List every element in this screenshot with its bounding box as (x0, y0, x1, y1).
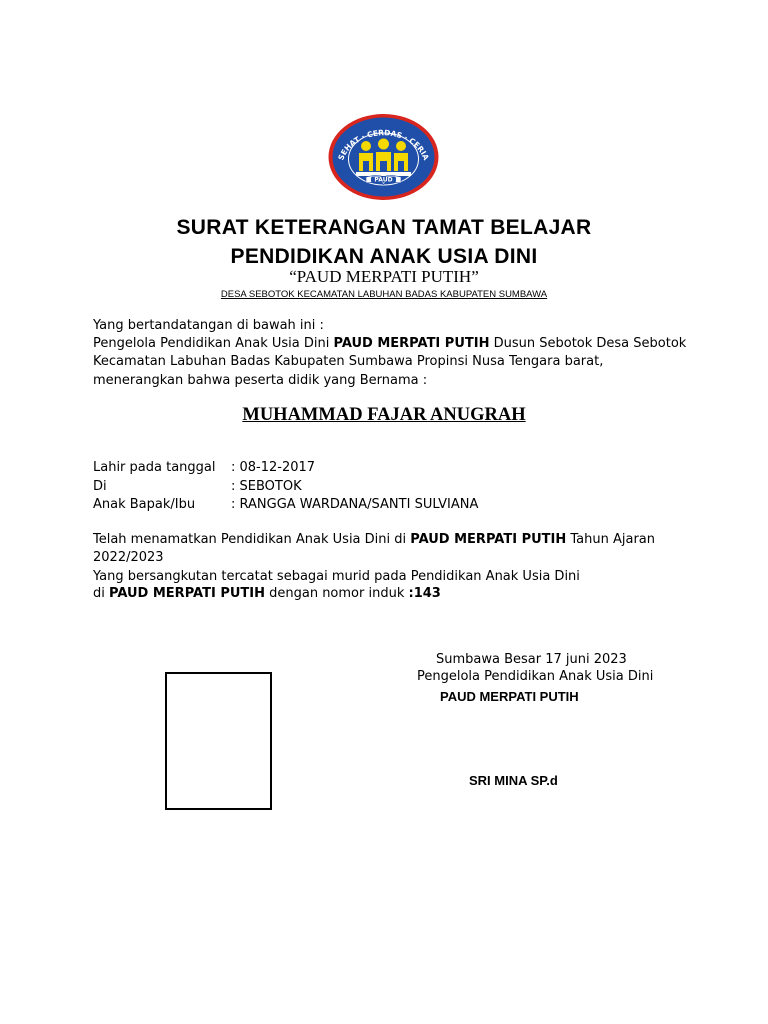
school-address: DESA SEBOTOK KECAMATAN LABUHAN BADAS KABUPATEN SUMBAWA (220, 289, 548, 300)
statement-line-4-school: PAUD MERPATI PUTIH (109, 586, 265, 601)
birth-date-label: Lahir pada tanggal (93, 460, 216, 475)
signature-place-date: Sumbawa Besar 17 juni 2023 (436, 652, 627, 667)
statement-school-name: PAUD MERPATI PUTIH (410, 532, 567, 547)
logo-ring-text: SEHAT · CERDAS · CERIA (336, 128, 431, 162)
signature-school-name: PAUD MERPATI PUTIH (440, 689, 579, 704)
intro-line-4: menerangkan bahwa peserta didik yang Bernama : (93, 373, 428, 388)
birth-place-label: Di (93, 479, 107, 494)
birth-date-value: : 08-12-2017 (231, 460, 316, 475)
signer-name: SRI MINA SP.d (469, 773, 558, 788)
intro-line-3: Kecamatan Labuhan Badas Kabupaten Sumbawa Propinsi Nusa Tengara barat, (93, 354, 604, 369)
parents-value: : RANGGA WARDANA/SANTI SULVIANA (231, 497, 479, 512)
birth-place-value: : SEBOTOK (231, 479, 302, 494)
statement-line-4-mid: dengan nomor induk (264, 586, 409, 601)
intro-line-2 (93, 335, 686, 353)
logo-label: PAUD (374, 176, 393, 184)
statement-line-3: Yang bersangkutan tercatat sebagai murid pada Pendidikan Anak Usia Dini (93, 569, 580, 584)
paud-logo-icon (326, 112, 441, 202)
intro-line-2-post: Dusun Sebotok Desa Sebotok (489, 336, 687, 351)
statement-line-4 (93, 585, 441, 603)
student-name: MUHAMMAD FAJAR ANUGRAH (242, 405, 526, 425)
statement-line-1-pre: Telah menamatkan Pendidikan Anak Usia Dini di (93, 532, 411, 547)
intro-line-1: Yang bertandatangan di bawah ini : (93, 318, 324, 333)
signature-role: Pengelola Pendidikan Anak Usia Dini (417, 669, 654, 684)
statement-line-4-pre: di (93, 586, 109, 601)
student-id-number: :143 (408, 586, 441, 601)
school-name-quoted: “PAUD MERPATI PUTIH” (289, 267, 479, 286)
intro-line-2-pre: Pengelola Pendidikan Anak Usia Dini (93, 336, 334, 351)
intro-school-name: PAUD MERPATI PUTIH (333, 336, 490, 351)
photo-placeholder (165, 672, 272, 810)
statement-line-1 (93, 531, 655, 549)
document-title-line2: PENDIDIKAN ANAK USIA DINI (230, 245, 538, 268)
document-title-line1: SURAT KETERANGAN TAMAT BELAJAR (176, 216, 592, 239)
parents-label: Anak Bapak/Ibu (93, 497, 196, 512)
paud-logo (326, 112, 441, 202)
statement-line-2: 2022/2023 (93, 550, 164, 565)
statement-line-1-post: Tahun Ajaran (566, 532, 655, 547)
